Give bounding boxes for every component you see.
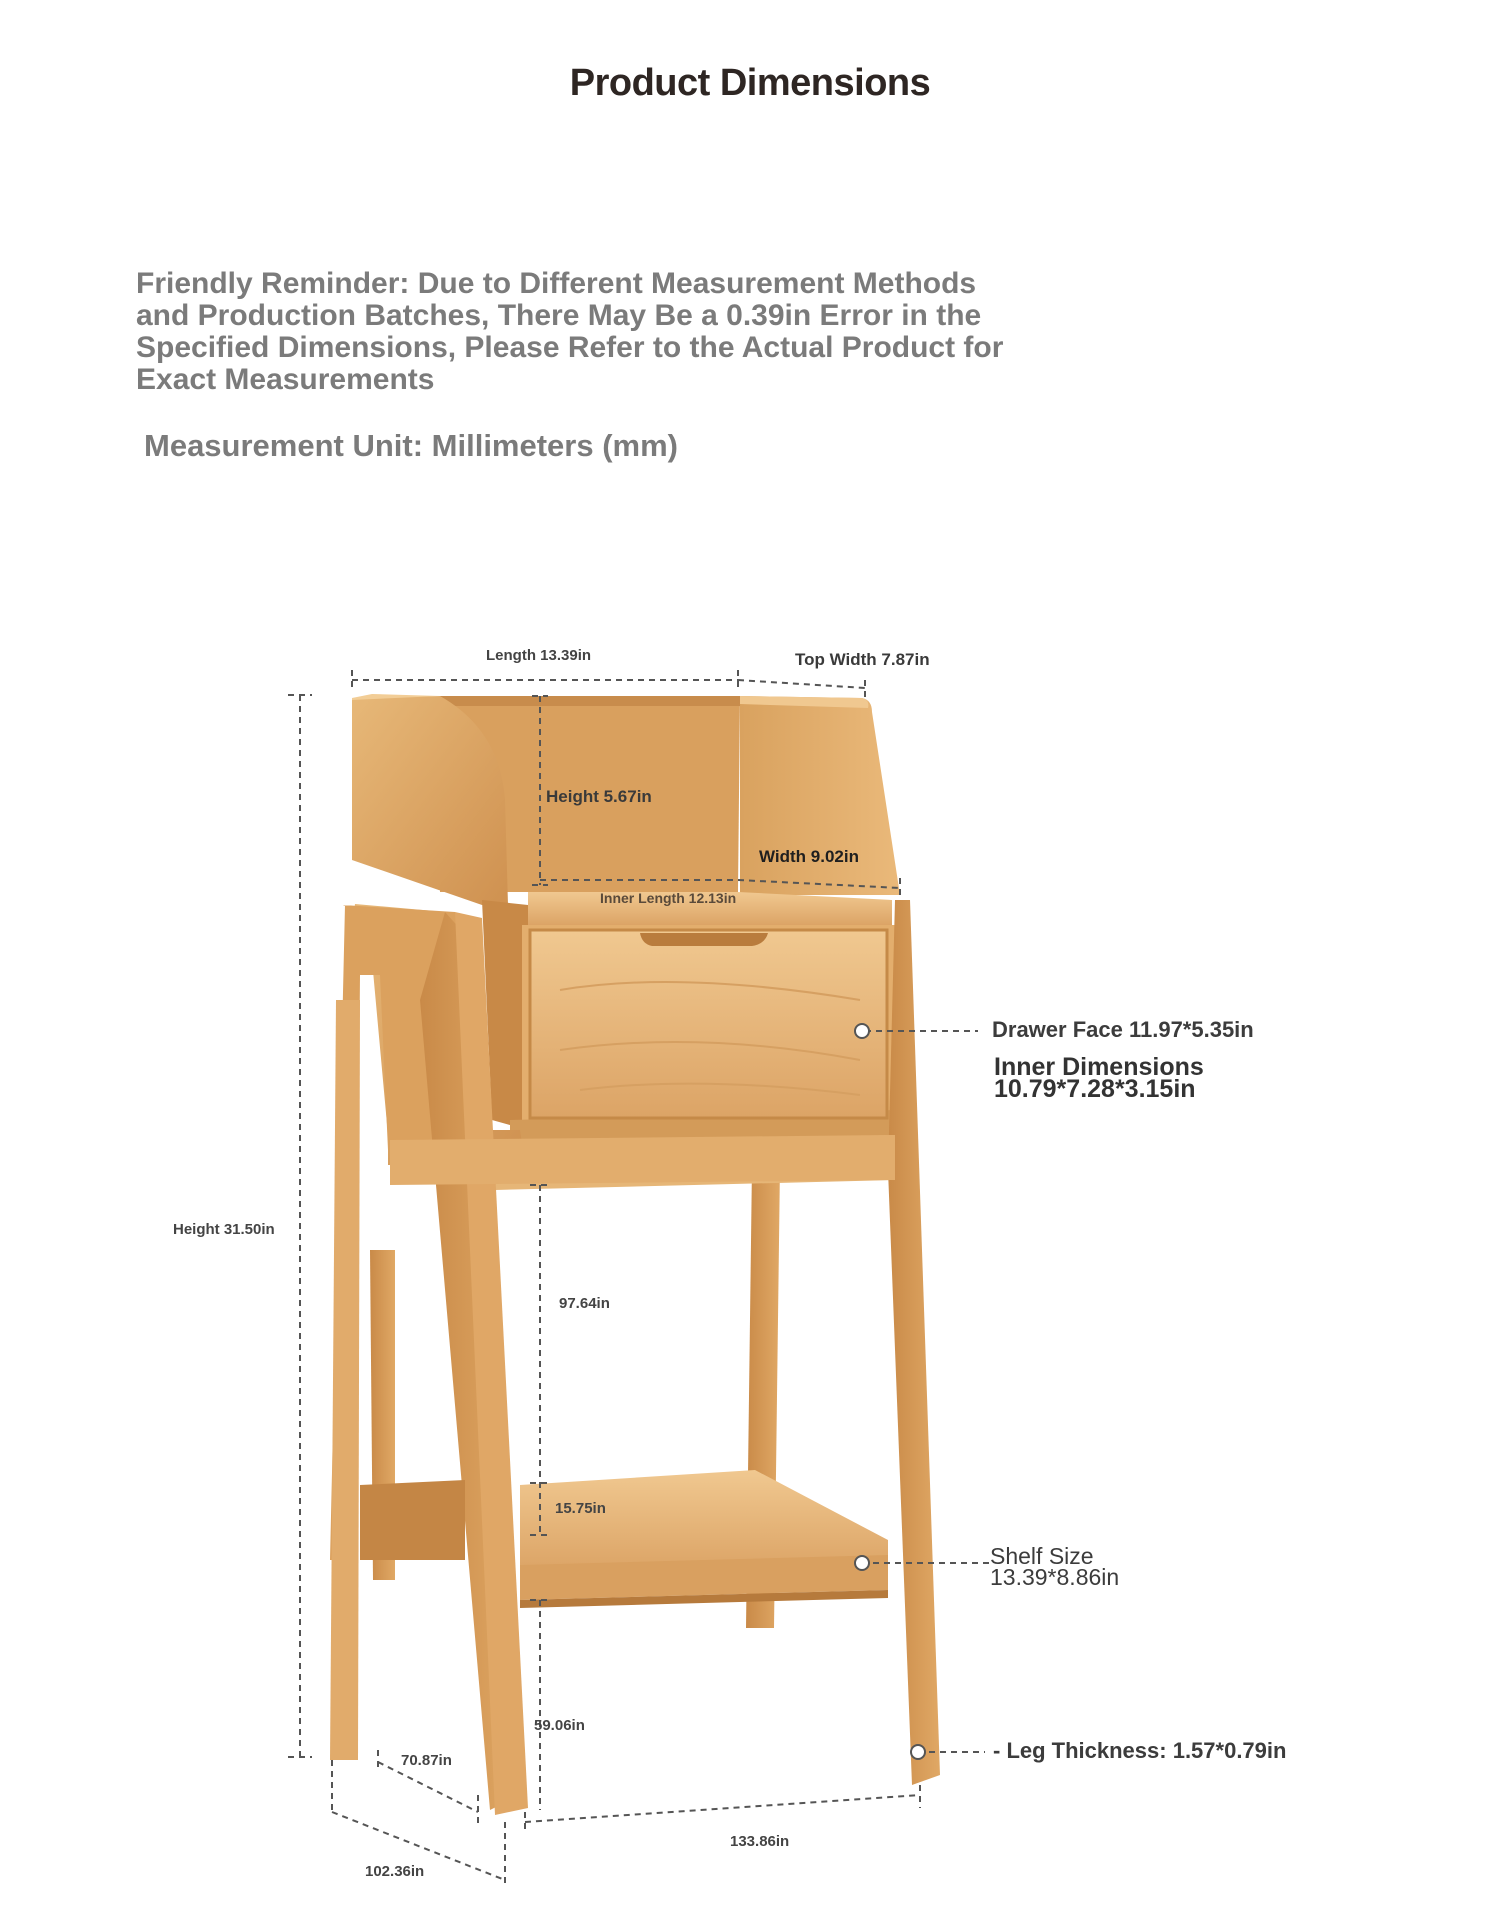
gap-lower-label: 59.06in (534, 1717, 585, 1734)
drawer-face[interactable] (530, 930, 887, 1118)
drawer-face-label: Drawer Face 11.97*5.35in (992, 1017, 1254, 1042)
unit-note: Measurement Unit: Millimeters (mm) (144, 428, 678, 463)
length-label: Length 13.39in (486, 647, 592, 664)
leg-thickness-label: - Leg Thickness: 1.57*0.79in (993, 1738, 1287, 1763)
base-depth-label: 102.36in (365, 1863, 425, 1880)
gap-shelf-label: 15.75in (555, 1500, 606, 1517)
top-width-label: Top Width 7.87in (795, 650, 930, 669)
bottom-shelf (520, 1470, 888, 1608)
gap-upper-label: 97.64in (559, 1295, 610, 1312)
inner-length-label: Inner Length 12.13in (600, 890, 737, 906)
top-height-label: Height 5.67in (546, 787, 652, 806)
cabinet-rail (390, 1135, 895, 1185)
total-height-label: Height 31.50in (173, 1221, 275, 1238)
page-title: Product Dimensions (569, 62, 931, 104)
base-side-label: 70.87in (401, 1752, 452, 1769)
lower-side-rail (360, 1480, 465, 1560)
shelf-size-value: 13.39*8.86in (990, 1564, 1120, 1590)
front-leg-right (888, 900, 940, 1785)
inner-dimensions-value: 10.79*7.28*3.15in (994, 1075, 1196, 1103)
top-inner-width-label: Width 9.02in (759, 847, 859, 866)
reminder-note: Friendly Reminder: Due to Different Measurement Methods and Production Batches, There May Be a 0.39in Error in the Specified Dimensions, Please Refer to the Actual Product for Exact Measurements (136, 267, 1004, 396)
inner-dimensions-title: Inner Dimensions (994, 1053, 1204, 1081)
shelf-size-title: Shelf Size (990, 1543, 1094, 1569)
base-front-label: 133.86in (730, 1833, 790, 1850)
